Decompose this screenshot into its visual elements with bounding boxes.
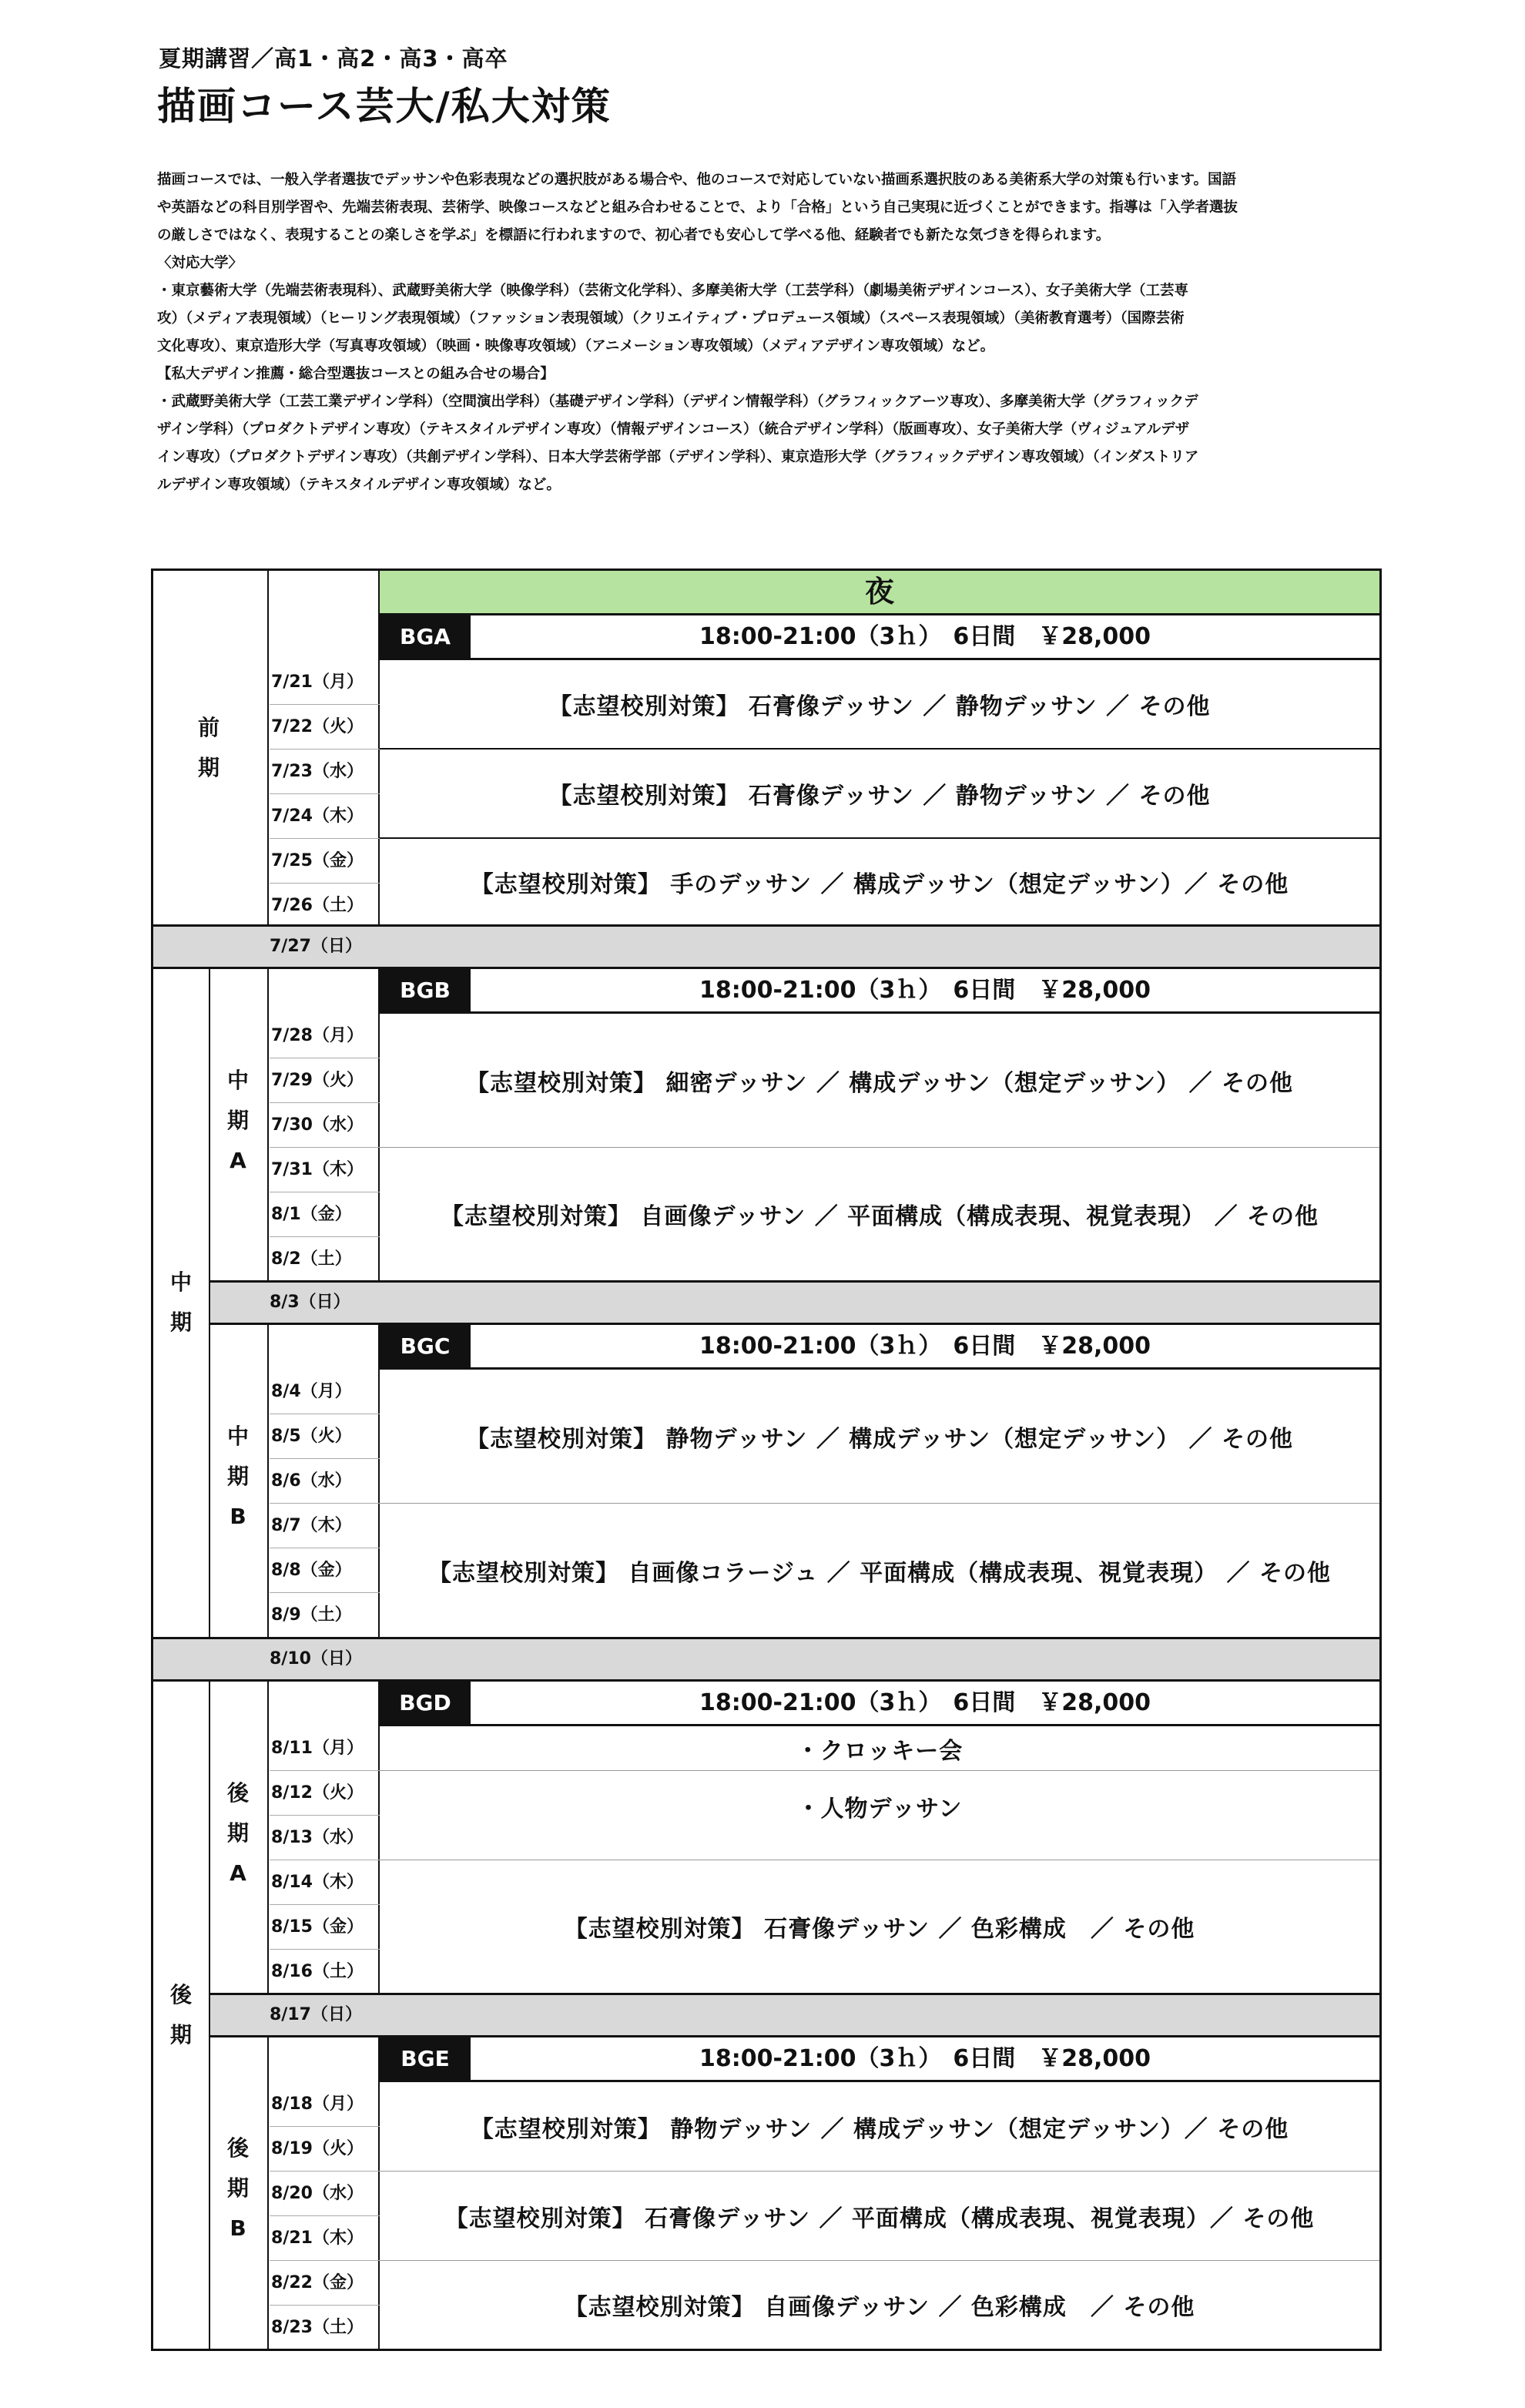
term-char: A bbox=[230, 1148, 246, 1173]
lesson-content: 【志望校別対策】 静物デッサン ／ 構成デッサン（想定デッサン） ／ その他 bbox=[380, 1370, 1379, 1504]
lesson-content: 【志望校別対策】 自画像デッサン ／ 平面構成（構成表現、視覚表現） ／ その他 bbox=[440, 1203, 1319, 1230]
course-code: BGD bbox=[380, 1682, 471, 1724]
sunday-band bbox=[210, 1280, 1379, 1325]
intro-line: 攻）（メディア表現領域）（ヒーリング表現領域）（ファッション表現領域）（クリエイティブ・プロデュース領域）（スペース表現領域）（美術教育選考）（国際芸術 bbox=[157, 310, 1185, 327]
sunday-band bbox=[153, 924, 1379, 969]
term-char: 期 bbox=[226, 1820, 249, 1846]
lesson-content: 【志望校別対策】 石膏像デッサン ／ 静物デッサン ／ その他 bbox=[380, 750, 1379, 839]
lesson-content: 【志望校別対策】 自画像デッサン ／ 色彩構成 ／ その他 bbox=[564, 2294, 1195, 2321]
date-cell: 7/26（土） bbox=[271, 896, 364, 915]
date-cell: 8/15（金） bbox=[270, 1905, 380, 1950]
lesson-content: 【志望校別対策】 手のデッサン ／ 構成デッサン（想定デッサン）／ その他 bbox=[470, 870, 1289, 898]
date-cell: 8/4（月） bbox=[270, 1370, 380, 1414]
course-code: BGA bbox=[380, 615, 471, 658]
date-cell: 7/31（木） bbox=[270, 1148, 380, 1192]
term-char: 中 bbox=[169, 1269, 192, 1295]
lesson-content: ・クロッキー会 bbox=[380, 1726, 1379, 1771]
lesson-content: 【志望校別対策】 静物デッサン ／ 構成デッサン（想定デッサン）／ その他 bbox=[380, 2082, 1379, 2172]
sunday-date: 7/27（日） bbox=[270, 937, 362, 956]
date-cell: 7/21（月） bbox=[270, 660, 380, 705]
divider bbox=[267, 2037, 269, 2349]
term-char: 期 bbox=[169, 2022, 192, 2047]
course-header-row bbox=[380, 2037, 1379, 2082]
date-cell: 7/30（水） bbox=[270, 1103, 380, 1148]
lesson-content: 【志望校別対策】 石膏像デッサン ／ 色彩構成 ／ その他 bbox=[564, 1916, 1195, 1943]
term-char: 後 bbox=[169, 1982, 192, 2007]
course-code: BGB bbox=[380, 969, 471, 1011]
intro-line: 【私大デザイン推薦・総合型選抜コースとの組み合せの場合】 bbox=[157, 366, 555, 382]
date-cell: 8/7（木） bbox=[270, 1504, 380, 1548]
subterm-label bbox=[223, 2128, 253, 2249]
date-cell: 8/5（火） bbox=[270, 1414, 380, 1459]
date-cell: 7/25（金） bbox=[270, 839, 380, 884]
date-cell: 8/2（土） bbox=[271, 1249, 352, 1269]
intro-line: ザイン学科）（プロダクトデザイン専攻）（テキスタイルデザイン専攻）（情報デザインコース）（統合デザイン学科）（版画専攻）、女子美術大学（ヴィジュアルデザ bbox=[157, 421, 1190, 438]
term-char: 期 bbox=[169, 1310, 192, 1335]
term-char: 中 bbox=[226, 1424, 249, 1449]
date-cell: 7/22（火） bbox=[270, 705, 380, 750]
subterm-label bbox=[223, 1773, 253, 1893]
divider bbox=[267, 1682, 269, 1993]
date-cell: 8/16（土） bbox=[271, 1962, 364, 1981]
intro-line: ルデザイン専攻領域）（テキスタイルデザイン専攻領域）など。 bbox=[157, 477, 561, 493]
term-char: A bbox=[230, 1860, 246, 1886]
header-subtitle: 夏期講習／高1・高2・高3・高卒 bbox=[159, 45, 508, 72]
term-char: 後 bbox=[226, 1780, 249, 1806]
course-schedule: 18:00-21:00（3ｈ） 6日間 ￥28,000 bbox=[699, 623, 1151, 650]
date-cell: 7/29（火） bbox=[270, 1058, 380, 1103]
term-label bbox=[193, 708, 224, 788]
lesson-content: 【志望校別対策】 石膏像デッサン ／ 平面構成（構成表現、視覚表現）／ その他 bbox=[380, 2172, 1379, 2261]
date-cell: 7/23（水） bbox=[270, 750, 380, 794]
course-header-row bbox=[380, 615, 1379, 660]
term-char: 期 bbox=[197, 755, 220, 780]
course-header-row bbox=[380, 1325, 1379, 1370]
term-char: 前 bbox=[197, 715, 220, 740]
course-code: BGC bbox=[380, 1325, 471, 1367]
term-char: 期 bbox=[226, 1108, 249, 1133]
intro-text bbox=[157, 166, 1382, 499]
sunday-date: 8/17（日） bbox=[270, 2005, 362, 2024]
date-cell: 7/28（月） bbox=[270, 1014, 380, 1058]
intro-line: の厳しさではなく、表現することの楽しさを学ぶ」を標語に行われますので、初心者でも安心して学べる他、経験者でも新たな気づきを得られます。 bbox=[157, 227, 1111, 243]
divider bbox=[209, 1682, 210, 2349]
schedule-table bbox=[151, 568, 1382, 2351]
lesson-content: 【志望校別対策】 石膏像デッサン ／ 静物デッサン ／ その他 bbox=[380, 660, 1379, 750]
lesson-content: 【志望校別対策】 細密デッサン ／ 構成デッサン（想定デッサン） ／ その他 bbox=[380, 1014, 1379, 1148]
subterm-label bbox=[223, 1417, 253, 1537]
date-cell: 8/18（月） bbox=[270, 2082, 380, 2127]
sunday-date: 8/3（日） bbox=[270, 1293, 350, 1312]
date-cell: 8/22（金） bbox=[270, 2261, 380, 2306]
intro-line: 描画コースでは、一般入学者選抜でデッサンや色彩表現などの選択肢がある場合や、他のコースで対応していない描画系選択肢のある美術系大学の対策も行います。国語 bbox=[157, 172, 1237, 188]
term-char: 期 bbox=[226, 2175, 249, 2201]
course-code: BGE bbox=[380, 2037, 471, 2080]
date-cell: 8/6（水） bbox=[270, 1459, 380, 1504]
term-char: 期 bbox=[226, 1464, 249, 1489]
date-cell: 7/24（木） bbox=[270, 794, 380, 839]
date-cell: 8/13（水） bbox=[270, 1816, 380, 1860]
divider bbox=[267, 969, 269, 1280]
date-cell: 8/23（土） bbox=[271, 2318, 364, 2337]
lesson-content: ・人物デッサン bbox=[380, 1771, 1379, 1860]
subterm-label bbox=[223, 1061, 253, 1181]
date-cell: 8/21（木） bbox=[270, 2216, 380, 2261]
intro-line: ・武蔵野美術大学（工芸工業デザイン学科）（空間演出学科）（基礎デザイン学科）（デザイン情報学科）（グラフィックアーツ専攻）、多摩美術大学（グラフィックデ bbox=[157, 394, 1198, 410]
date-cell: 8/9（土） bbox=[271, 1605, 352, 1625]
course-schedule: 18:00-21:00（3ｈ） 6日間 ￥28,000 bbox=[699, 1333, 1151, 1360]
course-schedule: 18:00-21:00（3ｈ） 6日間 ￥28,000 bbox=[699, 2045, 1151, 2072]
night-column-header: 夜 bbox=[380, 571, 1379, 615]
date-cell: 8/12（火） bbox=[270, 1771, 380, 1816]
term-char: 後 bbox=[226, 2135, 249, 2161]
date-cell: 8/20（水） bbox=[270, 2172, 380, 2216]
term-char: B bbox=[230, 2215, 246, 2241]
page-title: 描画コース芸大/私大対策 bbox=[157, 84, 612, 129]
course-header-row bbox=[380, 969, 1379, 1014]
date-cell: 8/11（月） bbox=[270, 1726, 380, 1771]
course-header-row bbox=[380, 1682, 1379, 1726]
divider bbox=[209, 969, 210, 1637]
date-cell: 8/19（火） bbox=[270, 2127, 380, 2172]
term-label bbox=[166, 1263, 196, 1343]
course-schedule: 18:00-21:00（3ｈ） 6日間 ￥28,000 bbox=[699, 1689, 1151, 1716]
sunday-date: 8/10（日） bbox=[270, 1649, 362, 1668]
divider bbox=[267, 571, 269, 924]
intro-line: や英語などの科目別学習や、先端芸術表現、芸術学、映像コースなどと組み合わせることで、より「合格」という自己実現に近づくことができます。指導は「入学者選抜 bbox=[157, 200, 1238, 216]
intro-line: イン専攻）（プロダクトデザイン専攻）（共創デザイン学科）、日本大学芸術学部（デザイン学科）、東京造形大学（グラフィックデザイン専攻領域）（インダストリア bbox=[157, 449, 1199, 465]
course-schedule: 18:00-21:00（3ｈ） 6日間 ￥28,000 bbox=[699, 977, 1151, 1004]
sunday-band bbox=[210, 1993, 1379, 2037]
divider bbox=[267, 1325, 269, 1637]
date-cell: 8/14（木） bbox=[270, 1860, 380, 1905]
sunday-band bbox=[153, 1637, 1379, 1682]
term-char: 中 bbox=[226, 1068, 249, 1093]
term-char: B bbox=[230, 1504, 246, 1529]
date-cell: 8/8（金） bbox=[270, 1548, 380, 1593]
date-cell: 8/1（金） bbox=[270, 1192, 380, 1237]
intro-line: ・東京藝術大学（先端芸術表現科）、武蔵野美術大学（映像学科）（芸術文化学科）、多摩美術大学（工芸学科）（劇場美術デザインコース）、女子美術大学（工芸専 bbox=[157, 283, 1189, 299]
intro-line: 〈対応大学〉 bbox=[157, 255, 243, 271]
lesson-content: 【志望校別対策】 自画像コラージュ ／ 平面構成（構成表現、視覚表現） ／ その他 bbox=[427, 1559, 1332, 1587]
intro-line: 文化専攻）、東京造形大学（写真専攻領域）（映画・映像専攻領域）（アニメーション専攻領域）（メディアデザイン専攻領域）など。 bbox=[157, 338, 995, 354]
term-label bbox=[166, 1975, 196, 2055]
